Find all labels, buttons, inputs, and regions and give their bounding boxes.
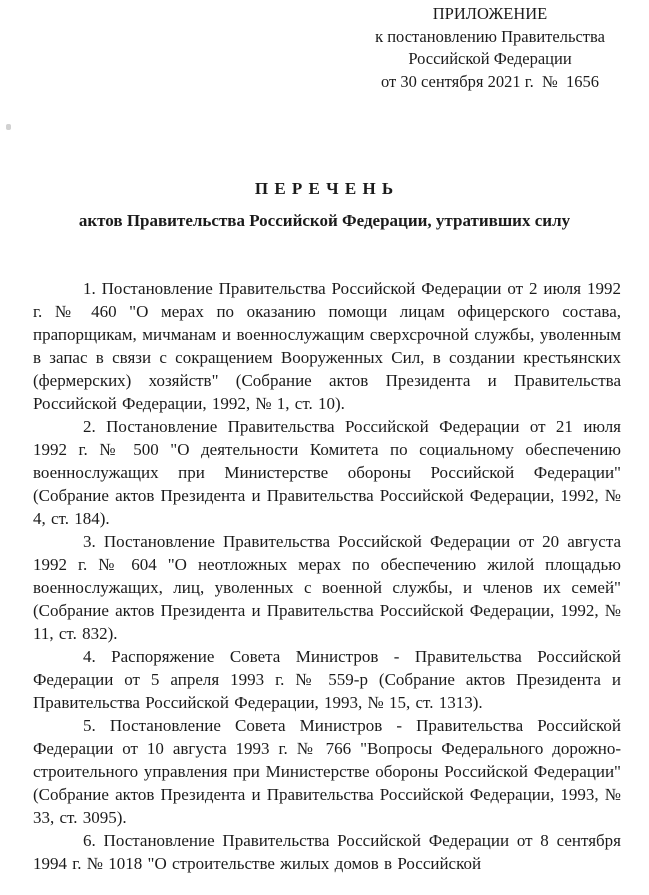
list-item-4: 4. Распоряжение Совета Министров - Правительства Российской Федерации от 5 апреля 1993 г. № 559-р (Собрание актов Президента и Правительства Российской Федерации, 1993, № 15, ст. 1313). xyxy=(33,647,621,712)
list-item-5: 5. Постановление Совета Министров - Правительства Российской Федерации от 10 августа 1993 г. № 766 "Вопросы Федерального дорожно-строительного управления при Министерстве обороны Российской Федерации" (Собрание актов Президента и Правительства Российской Федерации, 1993, № 33, ст. 3095). xyxy=(33,716,621,827)
appendix-date-number: от 30 сентября 2021 г. № 1656 xyxy=(380,71,599,91)
appendix-reference-line: Российской Федерации xyxy=(408,49,572,68)
list-item-2: 2. Постановление Правительства Российской Федерации от 21 июля 1992 г. № 500 "О деятельности Комитета по социальному обеспечению военнослужащих при Министерстве обороны Российской Федерации" (Собрание актов Президента и Правительства Российской Федерации, 1992, № 4, ст. 184). xyxy=(33,417,621,528)
list-item-1: 1. Постановление Правительства Российской Федерации от 2 июля 1992 г. № 460 "О мерах по оказанию помощи лицам офицерского состава, прапорщикам, мичманам и военнослужащим сверхсрочной службы, уволенным в запас в связи с сокращением Вооруженных Сил, в создании крестьянских (фермерских) хозяйств" (Собрание актов Президента и Правительства Российской Федерации, 1992, № 1, ст. 10). xyxy=(33,279,621,413)
page-subtitle: актов Правительства Российской Федерации, утративших силу xyxy=(78,211,571,230)
list-item-3: 3. Постановление Правительства Российской Федерации от 20 августа 1992 г. № 604 "О неотложных мерах по обеспечению жилой площадью военнослужащих, лиц, уволенных с военной службы, и членов их семей" (Собрание актов Президента и Правительства Российской Федерации, 1992, № 11, ст. 832). xyxy=(33,532,621,643)
document-body xyxy=(33,277,621,875)
appendix-header xyxy=(354,3,626,93)
appendix-reference-line: к постановлению Правительства xyxy=(375,26,605,46)
list-item-6: 6. Постановление Правительства Российской Федерации от 8 сентября 1994 г. № 1018 "О строительстве жилых домов в Российской xyxy=(33,831,621,873)
scan-artifact xyxy=(6,124,11,130)
page-title: П Е Р Е Ч Е Н Ь xyxy=(254,179,395,198)
appendix-label: ПРИЛОЖЕНИЕ xyxy=(432,4,548,23)
